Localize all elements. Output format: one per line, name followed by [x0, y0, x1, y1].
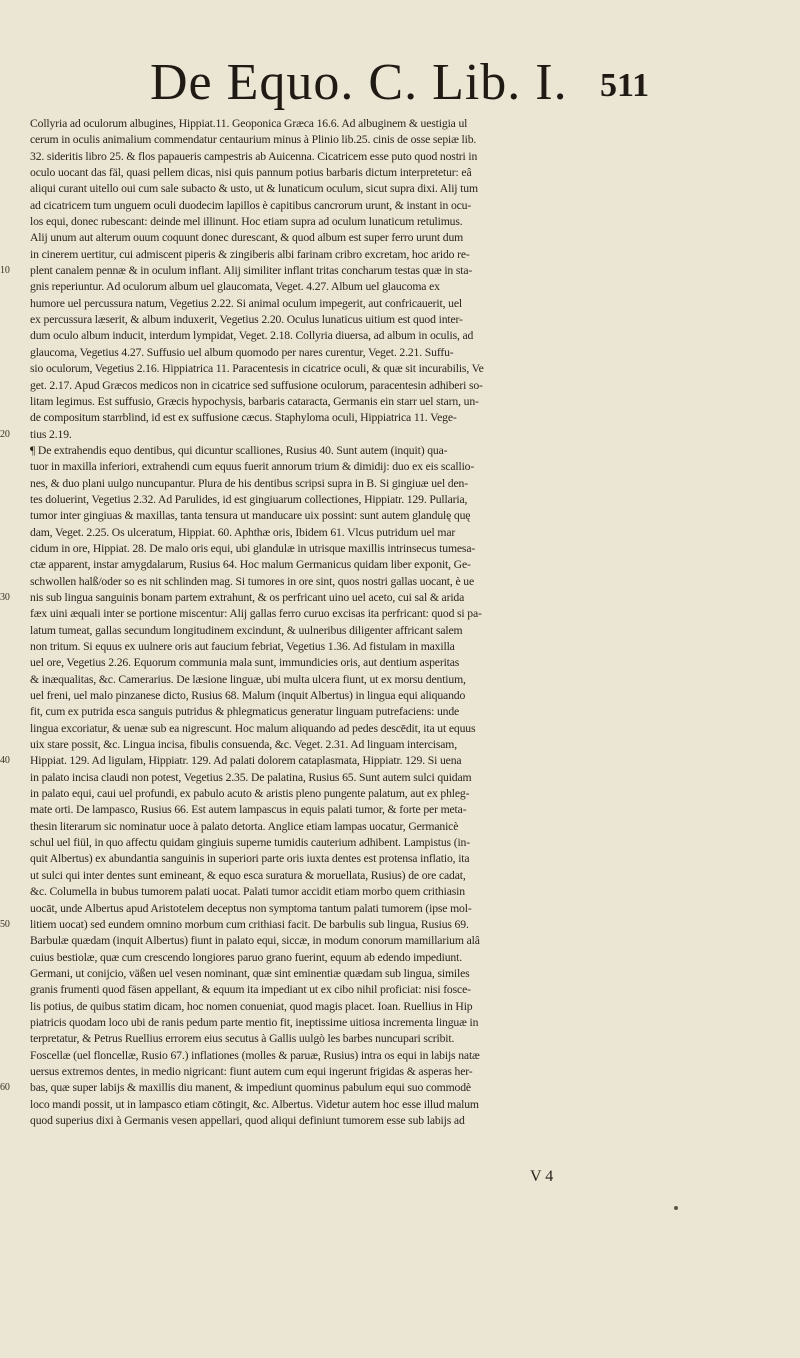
- line-text: Alij unum aut alterum ouum coquunt donec durescant, & quod album est super ferro urunt dum: [30, 231, 464, 245]
- text-line: [30, 770, 670, 786]
- text-line: [30, 606, 670, 622]
- line-text: oculo uocant das fäl, quasi pellem dicas, nisi quis pannum potius barbaris dictum interpretetur: eâ: [30, 166, 472, 180]
- line-text: latum tumeat, gallas secundum longitudinem excindunt, & uulneribus diligenter affricant salem: [30, 623, 463, 637]
- line-text: cerum in oculis animalium commendatur centaurium minus à Plinio lib.25. cinis de osse sepiæ lib.: [30, 133, 477, 147]
- line-text: dum oculo album inducit, interdum lympidat, Veget. 2.18. Collyria diuersa, ad album in oculis, ad: [30, 329, 474, 343]
- line-text: loco mandi possit, ut in lampasco etiam cōtingit, &c. Albertus. Videtur autem hoc esse illud malum: [30, 1097, 479, 1111]
- line-text: ad cicatricem tum unguem oculi duodecim lapillos è capitibus cancrorum urunt, & instant in ocu-: [30, 198, 472, 212]
- line-text: ex percussura læserit, & album induxerit, Vegetius 2.20. Oculus lunaticus uitium est quod inter-: [30, 313, 463, 327]
- folio-number: 511: [600, 67, 650, 104]
- text-line: [30, 1097, 670, 1113]
- line-text: schul uel fiül, in quo affectu quidam gingiuis superne tumidis cauterium adhibent. Lampistus (in-: [30, 836, 470, 850]
- text-line: [30, 1064, 670, 1080]
- line-text: Foscellæ (uel floncellæ, Rusio 67.) inflationes (molles & paruæ, Rusius) intra os equi in labijs natæ: [30, 1048, 480, 1062]
- line-number: 60: [0, 1082, 10, 1094]
- line-text: nis sub lingua sanguinis bonam partem extrahunt, & os perfricant uino uel aceto, cui sal & arida: [30, 590, 465, 604]
- line-text: litam legimus. Est suffusio, Græcis hypochysis, barbaris cataracta, Germanis ein starr uel starn, un-: [30, 394, 479, 408]
- text-line: [30, 443, 670, 459]
- line-text: cuius bestiolæ, quæ cum crescendo longiores paruo grano fuerint, equum ab edendo impediunt.: [30, 950, 462, 964]
- text-line: [30, 786, 670, 802]
- line-text: piatricis quodam loco ubi de ranis pedum parte mentio fit, ineptissime uitiosa incrementa linguæ in: [30, 1015, 479, 1029]
- line-text: in cinerem uertitur, cui admiscent piperis & zingiberis albi farinam cribro excretam, hoc arido re-: [30, 247, 470, 261]
- text-line: [30, 279, 670, 295]
- line-number: 50: [0, 918, 10, 930]
- text-line: [30, 901, 670, 917]
- text-line: [30, 149, 670, 165]
- line-text: uel freni, uel malo pinzanese dicto, Rusius 68. Malum (inquit Albertus) in lingua equi aliquando: [30, 689, 466, 703]
- line-number: 10: [0, 265, 10, 277]
- text-line: [0, 590, 670, 606]
- line-number: 40: [0, 755, 10, 767]
- text-line: [30, 345, 670, 361]
- text-line: [30, 1015, 670, 1031]
- text-line: [30, 132, 670, 148]
- line-text: gnis reperiuntur. Ad oculorum album uel glaucomata, Veget. 4.27. Album uel glaucoma ex: [30, 280, 440, 294]
- line-text: bas, quæ super labijs & maxillis diu manent, & impediunt quominus pabulum equi suo commodè: [30, 1081, 471, 1095]
- line-text: &c. Columella in bubus tumorem palati uocat. Palati tumor accidit etiam morbo quem crithiasin: [30, 885, 465, 899]
- text-line: [30, 950, 670, 966]
- text-line: [0, 753, 670, 769]
- text-line: [30, 410, 670, 426]
- text-line: [30, 884, 670, 900]
- text-line: [30, 557, 670, 573]
- text-line: [30, 819, 670, 835]
- text-line: [30, 1048, 670, 1064]
- text-line: [30, 721, 670, 737]
- line-text: in palato incisa claudi non potest, Vegetius 2.35. De palatina, Rusius 65. Sunt autem sulci quidam: [30, 770, 472, 784]
- line-text: terpretatur, & Petrus Ruellius errorem eius secutus à Gallis uulgò les barbes nuncupari scribit.: [30, 1032, 455, 1046]
- line-text: uocāt, unde Albertus apud Aristotelem deceptus non symptoma tantum palati tumorem (ipse mol-: [30, 901, 472, 915]
- line-text: litiem uocat) sed eundem omnino morbum cum crithiasi facit. De barbulis sub lingua, Rusius 69.: [30, 917, 469, 931]
- text-line: [30, 688, 670, 704]
- line-text: humore uel percussura natum, Vegetius 2.22. Si animal oculum impegerit, aut confricauerit, uel: [30, 296, 462, 310]
- line-text: uel ore, Vegetius 2.26. Equorum communia mala sunt, immundicies oris, aut dentium asperitas: [30, 656, 460, 670]
- line-text: mate orti. De lampasco, Rusius 66. Est autem lampascus in equis palati tumor, & forte per meta-: [30, 803, 467, 817]
- line-text: tius 2.19.: [30, 427, 72, 441]
- text-line: [30, 394, 670, 410]
- text-line: [0, 263, 670, 279]
- text-line: [30, 868, 670, 884]
- line-text: Hippiat. 129. Ad ligulam, Hippiatr. 129. Ad palati dolorem cataplasmata, Hippiatr. 129. Si uena: [30, 754, 462, 768]
- line-text: granis frumenti quod fäsen appellant, & equum ita impediant ut ex cibo nihil proficiat: nisi fosce-: [30, 983, 471, 997]
- line-text: ut sulci qui inter dentes sunt emineant, & equo esca suratura & moruellata, Rusius) de ore cadat,: [30, 868, 466, 882]
- text-line: [30, 492, 670, 508]
- line-text: tes doluerint, Vegetius 2.32. Ad Parulides, id est gingiuarum collectiones, Hippiatr. 129. Pullaria,: [30, 492, 468, 506]
- text-line: [30, 214, 670, 230]
- text-line: [0, 917, 670, 933]
- text-line: [30, 1113, 670, 1129]
- text-line: [30, 361, 670, 377]
- text-line: [30, 639, 670, 655]
- text-line: [30, 623, 670, 639]
- ink-speck: [674, 1206, 678, 1210]
- text-line: [30, 737, 670, 753]
- line-text: Collyria ad oculorum albugines, Hippiat.11. Geoponica Græca 16.6. Ad albuginem & uestigia ul: [30, 117, 468, 130]
- text-line: [30, 378, 670, 394]
- line-text: dam, Veget. 2.25. Os ulceratum, Hippiat. 60. Aphthæ oris, Ibidem 61. Vlcus putridum uel mar: [30, 525, 456, 539]
- text-line: [30, 165, 670, 181]
- text-line: [30, 508, 670, 524]
- line-text: uersus extremos dentes, in medio nigricant: fiunt autem cum equi ingerunt frigidas & asperas her-: [30, 1064, 473, 1078]
- text-line: [30, 933, 670, 949]
- line-text: cidum in ore, Hippiat. 28. De malo oris equi, ubi glandulæ in utrisque maxillis intrinsecus tumesa-: [30, 541, 476, 555]
- line-text: glaucoma, Vegetius 4.27. Suffusio uel album quomodo per nares curentur, Veget. 2.21. Suffu-: [30, 345, 454, 359]
- text-line: [30, 851, 670, 867]
- line-text: nes, & duo plani uulgo nuncupantur. Plura de his dentibus scripsi supra in B. Si gingiuæ uel den-: [30, 476, 468, 490]
- text-line: [30, 1031, 670, 1047]
- line-number: 30: [0, 591, 10, 603]
- line-text: los equi, donec rubescant: deinde mel illinunt. Hoc etiam supra ad oculum lunaticum retulimus.: [30, 215, 463, 229]
- body-text: [0, 116, 670, 1129]
- line-text: sio oculorum, Vegetius 2.16. Hippiatrica 11. Paracentesis in cicatrice oculi, & quæ sit incurabilis, Ve: [30, 362, 484, 376]
- text-line: [30, 999, 670, 1015]
- text-line: [30, 704, 670, 720]
- line-text: tuor in maxilla inferiori, extrahendi cum equus fuerit annorum trium & dimidij: duo ex eis scallio-: [30, 460, 475, 474]
- text-line: [30, 198, 670, 214]
- line-text: Barbulæ quædam (inquit Albertus) fiunt in palato equi, siccæ, in modum conorum mamillarium alâ: [30, 934, 480, 948]
- text-line: [30, 655, 670, 671]
- line-text: schwollen halß/oder so es nit schlinden mag. Si tumores in ore sint, quos nostri gallas uocant, è ue: [30, 574, 474, 588]
- text-line: [30, 296, 670, 312]
- line-text: tumor inter gingiuas & maxillas, tanta tensura ut manducare uix possint: sunt autem glandulę quę: [30, 509, 471, 523]
- text-line: [30, 459, 670, 475]
- line-number: 20: [0, 428, 10, 440]
- line-text: ¶ De extrahendis equo dentibus, qui dicuntur scalliones, Rusius 40. Sunt autem (inquit) qua-: [30, 443, 448, 457]
- text-line: [30, 672, 670, 688]
- line-text: de compositum starrblind, id est ex suffusione cæcus. Staphyloma oculi, Hippiatrica 11. Vege-: [30, 411, 457, 425]
- line-text: lingua excoriatur, & uenæ sub ea nigrescunt. Hoc malum aliquando ad pedes descēdit, ita ut equus: [30, 721, 476, 735]
- text-line: [30, 525, 670, 541]
- line-text: Germani, ut conijcio, väßen uel vesen nominant, quæ sint eminentiæ quædam sub lingua, similes: [30, 966, 470, 980]
- line-text: lis potius, de quibus statim dicam, hoc nomen conueniat, quod magis placet. Ioan. Ruellius in Hip: [30, 999, 473, 1013]
- page-title: De Equo. C. Lib. I.: [150, 54, 568, 111]
- text-line: [30, 230, 670, 246]
- text-line: [30, 966, 670, 982]
- line-text: fit, cum ex putrida esca sanguis putridus & phlegmaticus generatur linguam putrefaciens: unde: [30, 705, 460, 719]
- text-line: [30, 312, 670, 328]
- line-text: ctæ apparent, instar amygdalarum, Rusius 64. Hoc malum Germanicus quidam liber exponit, Ge-: [30, 558, 471, 572]
- running-header: [150, 52, 670, 114]
- text-line: [30, 982, 670, 998]
- line-text: plent canalem pennæ & in oculum inflant. Alij similiter inflant tritas concharum testas quæ in sta-: [30, 264, 473, 278]
- line-text: thesin literarum sic nominatur uoce à palato detorta. Anglice etiam lampas uocatur, Germanicè: [30, 819, 459, 833]
- text-line: [30, 476, 670, 492]
- line-text: & inæqualitas, &c. Camerarius. De læsione linguæ, ubi multa ulcera fiunt, ut ex morsu dentium,: [30, 672, 466, 686]
- text-line: [30, 328, 670, 344]
- text-line: [30, 116, 670, 132]
- line-text: 32. sideritis libro 25. & flos papaueris campestris ab Auicenna. Cicatricem esse puto quod nostri in: [30, 149, 478, 163]
- line-text: get. 2.17. Apud Græcos medicos non in cicatrice sed suffusione oculorum, paracentesin adhiberi so-: [30, 378, 483, 392]
- line-text: fæx uini æquali inter se portione miscentur: Alij gallas ferro curuo excisas ita perfricant: quod si pa-: [30, 607, 482, 621]
- line-text: in palato equi, caui uel profundi, ex pabulo acuto & aristis pleno pungente palatum, aut ex phleg-: [30, 787, 470, 801]
- text-line: [30, 541, 670, 557]
- line-text: uix stare possit, &c. Lingua incisa, fibulis consuenda, &c. Veget. 2.31. Ad linguam intercisam,: [30, 738, 457, 752]
- text-line: [30, 802, 670, 818]
- line-text: quod superius dixi à Germanis vesen appellari, quod aliqui definiunt tumorem esse sub labijs ad: [30, 1113, 465, 1127]
- text-line: [30, 247, 670, 263]
- line-text: non tritum. Si equus ex uulnere oris aut faucium febriat, Vegetius 1.36. Ad fistulam in maxilla: [30, 640, 455, 653]
- text-line: [0, 1080, 670, 1096]
- text-line: [30, 835, 670, 851]
- text-line: [0, 427, 670, 443]
- signature-mark: V 4: [530, 1168, 554, 1185]
- line-text: quit Albertus) ex abundantia sanguinis in superiori parte oris iuxta dentes est protensa inflatio, ita: [30, 852, 470, 866]
- text-line: [30, 181, 670, 197]
- line-text: aliqui curant uitello oui cum sale subacto & usto, ut & lunaticum oculum, sicut supra dixi. Alij tum: [30, 182, 478, 196]
- text-line: [30, 574, 670, 590]
